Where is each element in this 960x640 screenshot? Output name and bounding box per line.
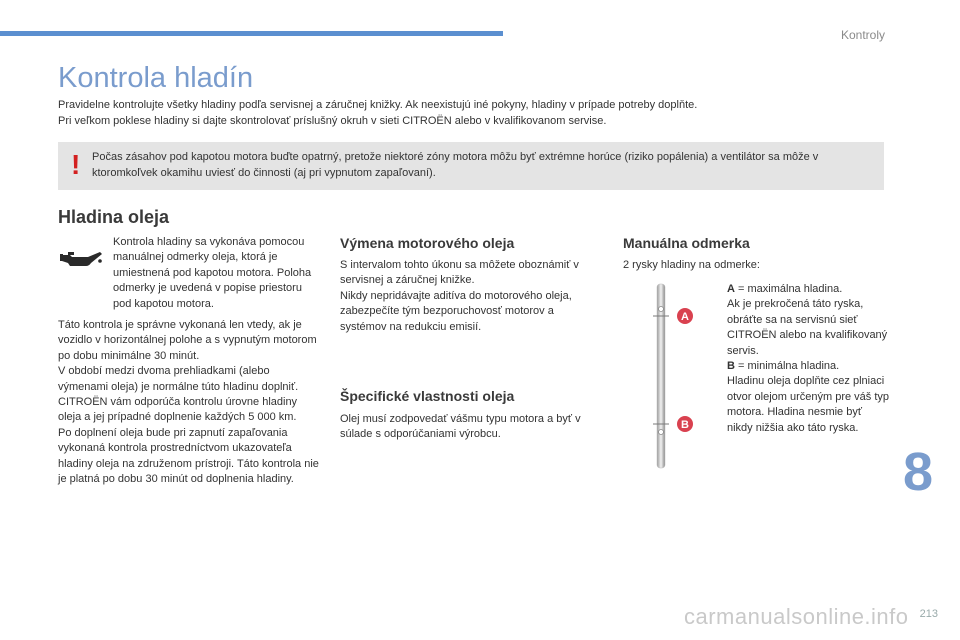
oil-level-intro: Kontrola hladiny sa vykonáva pomocou manuálnej odmerky oleja, ktorá je umiestnená pod kapotou motora. Poloha odmerky je uvedená v popise priestoru pod kapotou motora. xyxy=(113,236,312,310)
oil-change-para-2: Nikdy nepridávajte aditíva do motorového oleja, zabezpečíte tým bezporuchovosť motorov a systémov na redukciu emisií. xyxy=(340,289,572,333)
warning-text: Počas zásahov pod kapotou motora buďte opatrný, pretože niektoré zóny motora môžu byť extrémne horúce (riziko popálenia) a ventilátor sa môže v ktoromkoľvek okamihu uviesť do činnosti (aj pri vypnutom zapaľovaní). xyxy=(92,151,819,179)
intro-text xyxy=(58,97,888,129)
legend-a-line xyxy=(727,282,889,297)
header-accent-bar xyxy=(0,31,503,36)
chapter-number: 8 xyxy=(903,442,934,502)
legend-b-marker: B xyxy=(727,360,735,373)
oil-level-para-2: V období medzi dvoma prehliadkami (alebo výmenami oleja) je normálne túto hladinu doplniť. CITROËN vám odporúča kontrolu úrovne hladiny oleja a jej prípadné doplnenie každých 5 000 km. xyxy=(58,365,299,424)
intro-line-1: Pravidelne kontrolujte všetky hladiny podľa servisnej a záručnej knižky. Ak neexistujú iné pokyny, hladiny v prípade potreby doplňte. xyxy=(58,99,698,111)
legend-a-desc: = maximálna hladina. xyxy=(734,283,843,295)
dipstick-heading: Manuálna odmerka xyxy=(623,235,750,251)
dipstick-legend xyxy=(727,282,889,436)
dipstick-intro: 2 rysky hladiny na odmerke: xyxy=(623,259,760,271)
legend-a-marker: A xyxy=(727,283,735,295)
section-label: Kontroly xyxy=(840,28,885,42)
oil-can-icon xyxy=(58,248,104,272)
oil-level-body xyxy=(58,318,320,487)
warning-box xyxy=(58,142,884,190)
oil-specs-text: Olej musí zodpovedať vášmu typu motora a byť v súlade s odporúčaniami výrobcu. xyxy=(340,413,581,441)
oil-level-para-1: Táto kontrola je správne vykonaná len vtedy, ak je vozidlo v horizontálnej polohe a s vypnutým motorom po dobu minimálne 30 minút. xyxy=(58,319,317,362)
oil-level-heading: Hladina oleja xyxy=(58,207,170,227)
watermark: carmanualsonline.info xyxy=(684,604,909,629)
oil-specs-heading: Špecifické vlastnosti oleja xyxy=(340,388,515,404)
legend-b-line xyxy=(727,359,889,374)
oil-change-para-1: S intervalom tohto úkonu sa môžete oboznámiť v servisnej a záručnej knižke. xyxy=(340,259,579,287)
intro-line-2: Pri veľkom poklese hladiny si dajte skontrolovať príslušný okruh v sieti CITROËN alebo v kvalifikovanom servise. xyxy=(58,115,607,127)
oil-level-para-3: Po doplnení oleja bude pri zapnutí zapaľovania vykonaná kontrola prostredníctvom ukazovateľa hladiny oleja na združenom prístroji. Táto kontrola nie je platná po dobu 30 minút od doplnenia hladiny. xyxy=(58,426,319,486)
marker-b-dot xyxy=(659,430,664,435)
page-title: Kontrola hladín xyxy=(58,62,254,94)
marker-a-dot xyxy=(659,307,664,312)
warning-icon: ! xyxy=(71,149,81,180)
dipstick-illustration xyxy=(645,282,705,470)
oil-change-body xyxy=(340,258,602,335)
page-number: 213 xyxy=(919,608,938,620)
legend-b-desc: = minimálna hladina. xyxy=(734,360,840,373)
marker-b-label: B xyxy=(681,419,689,431)
legend-a-text: Ak je prekročená táto ryska, obráťte sa na servisnú sieť CITROËN alebo na kvalifikovaný servis. xyxy=(727,298,888,357)
oil-change-heading: Výmena motorového oleja xyxy=(340,235,515,251)
legend-b-text: Hladinu oleja doplňte cez plniaci otvor olejom určeným pre váš typ motora. Hladina nesmie byť nikdy nižšia ako táto ryska. xyxy=(727,375,890,434)
marker-a-label: A xyxy=(681,311,689,323)
